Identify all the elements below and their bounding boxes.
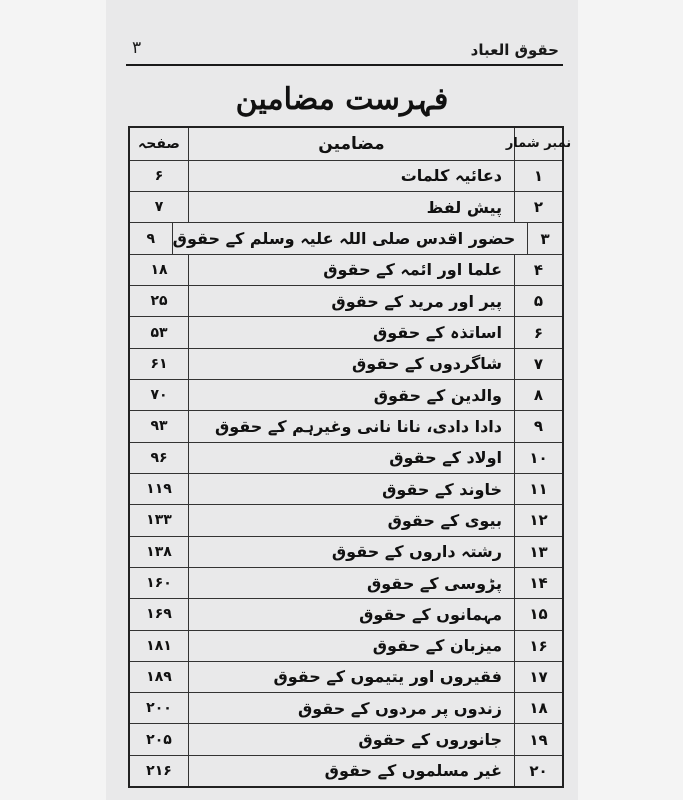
toc-row — [130, 161, 562, 192]
column-header-title: مضامین — [188, 128, 514, 160]
toc-entry-number: ۳ — [527, 223, 562, 253]
toc-entry-number: ۸ — [514, 380, 562, 410]
toc-entry-number: ۹ — [514, 411, 562, 441]
toc-entry-title: مہمانوں کے حقوق — [188, 599, 514, 629]
toc-row — [130, 223, 562, 254]
toc-entry-page: ۱۸۱ — [146, 637, 172, 654]
toc-entry-title: رشتہ داروں کے حقوق — [188, 537, 514, 567]
toc-entry-page: ۷ — [154, 199, 164, 216]
toc-entry-number: ۱ — [514, 161, 562, 191]
toc-entry-page: ۹ — [146, 230, 156, 247]
column-header-number: نمبر شمار — [514, 128, 562, 160]
toc-row — [130, 537, 562, 568]
toc-entry-number: ۱۵ — [514, 599, 562, 629]
toc-entry-page: ۷۰ — [150, 387, 168, 404]
toc-row — [130, 349, 562, 380]
toc-entry-page: ۶ — [154, 167, 164, 184]
toc-entry-number: ۱۰ — [514, 443, 562, 473]
toc-row — [130, 693, 562, 724]
toc-entry-number: ۶ — [514, 317, 562, 347]
toc-row — [130, 568, 562, 599]
toc-row — [130, 662, 562, 693]
toc-entry-page: ۱۶۹ — [146, 606, 172, 623]
toc-entry-title: غیر مسلموں کے حقوق — [188, 756, 514, 786]
toc-entry-page: ۹۶ — [150, 449, 168, 466]
toc-entry-title: دعائیہ کلمات — [188, 161, 514, 191]
column-header-page: صفحہ — [138, 135, 180, 152]
toc-row — [130, 724, 562, 755]
toc-row — [130, 255, 562, 286]
toc-entry-title: شاگردوں کے حقوق — [188, 349, 514, 379]
toc-entry-page: ۱۸۹ — [146, 668, 172, 685]
toc-entry-page: ۲۵ — [150, 293, 168, 310]
toc-entry-title: اولاد کے حقوق — [188, 443, 514, 473]
toc-row — [130, 631, 562, 662]
toc-entry-title: پڑوسی کے حقوق — [188, 568, 514, 598]
toc-row — [130, 317, 562, 348]
toc-entry-page: ۱۶۰ — [146, 575, 172, 592]
toc-entry-page: ۱۸ — [150, 261, 168, 278]
toc-entry-number: ۱۴ — [514, 568, 562, 598]
toc-entry-page: ۲۱۶ — [146, 762, 172, 779]
toc-row — [130, 380, 562, 411]
toc-entry-page: ۵۳ — [150, 324, 168, 341]
toc-row — [130, 443, 562, 474]
toc-entry-number: ۱۹ — [514, 724, 562, 754]
book-title: حقوق العباد — [470, 41, 559, 59]
toc-row — [130, 286, 562, 317]
toc-entry-title: میزبان کے حقوق — [188, 631, 514, 661]
toc-heading: فہرست مضامین — [235, 82, 449, 117]
toc-entry-title: خاوند کے حقوق — [188, 474, 514, 504]
toc-entry-page: ۱۳۸ — [146, 543, 172, 560]
toc-entry-title: بیوی کے حقوق — [188, 505, 514, 535]
toc-entry-number: ۱۷ — [514, 662, 562, 692]
toc-entry-title: پیش لفظ — [188, 192, 514, 222]
toc-row — [130, 756, 562, 786]
toc-entry-title: اساتذہ کے حقوق — [188, 317, 514, 347]
toc-entry-page: ۶۱ — [150, 355, 168, 372]
toc-entry-title: زندوں پر مردوں کے حقوق — [188, 693, 514, 723]
toc-entry-title: فقیروں اور یتیموں کے حقوق — [188, 662, 514, 692]
toc-entry-title: پیر اور مرید کے حقوق — [188, 286, 514, 316]
toc-entry-number: ۷ — [514, 349, 562, 379]
toc-entry-title: دادا دادی، نانا نانی وغیرہم کے حقوق — [188, 411, 514, 441]
toc-entry-number: ۱۳ — [514, 537, 562, 567]
book-page — [106, 0, 578, 800]
toc-entry-number: ۱۸ — [514, 693, 562, 723]
toc-entry-page: ۹۳ — [150, 418, 168, 435]
toc-entry-number: ۱۶ — [514, 631, 562, 661]
toc-entry-title: علما اور ائمہ کے حقوق — [188, 255, 514, 285]
toc-row — [130, 599, 562, 630]
toc-table — [128, 126, 572, 788]
toc-entry-number: ۲۰ — [514, 756, 562, 786]
toc-entry-number: ۱۲ — [514, 505, 562, 535]
toc-header-row — [130, 128, 572, 161]
running-header — [126, 38, 563, 66]
toc-entry-number: ۲ — [514, 192, 562, 222]
toc-row — [130, 192, 562, 223]
toc-entry-number: ۱۱ — [514, 474, 562, 504]
toc-entry-number: ۵ — [514, 286, 562, 316]
toc-entry-title: جانوروں کے حقوق — [188, 724, 514, 754]
toc-entry-page: ۱۱۹ — [146, 481, 172, 498]
toc-entry-number: ۴ — [514, 255, 562, 285]
toc-row — [130, 411, 562, 442]
toc-entry-title: حضور اقدس صلی اللہ علیہ وسلم کے حقوق — [172, 223, 528, 253]
toc-row — [130, 474, 562, 505]
toc-entry-page: ۲۰۰ — [146, 700, 172, 717]
toc-row — [130, 505, 562, 536]
toc-entry-title: والدین کے حقوق — [188, 380, 514, 410]
toc-entry-page: ۱۳۳ — [146, 512, 172, 529]
toc-entry-page: ۲۰۵ — [146, 731, 172, 748]
page-number: ۳ — [132, 38, 142, 58]
